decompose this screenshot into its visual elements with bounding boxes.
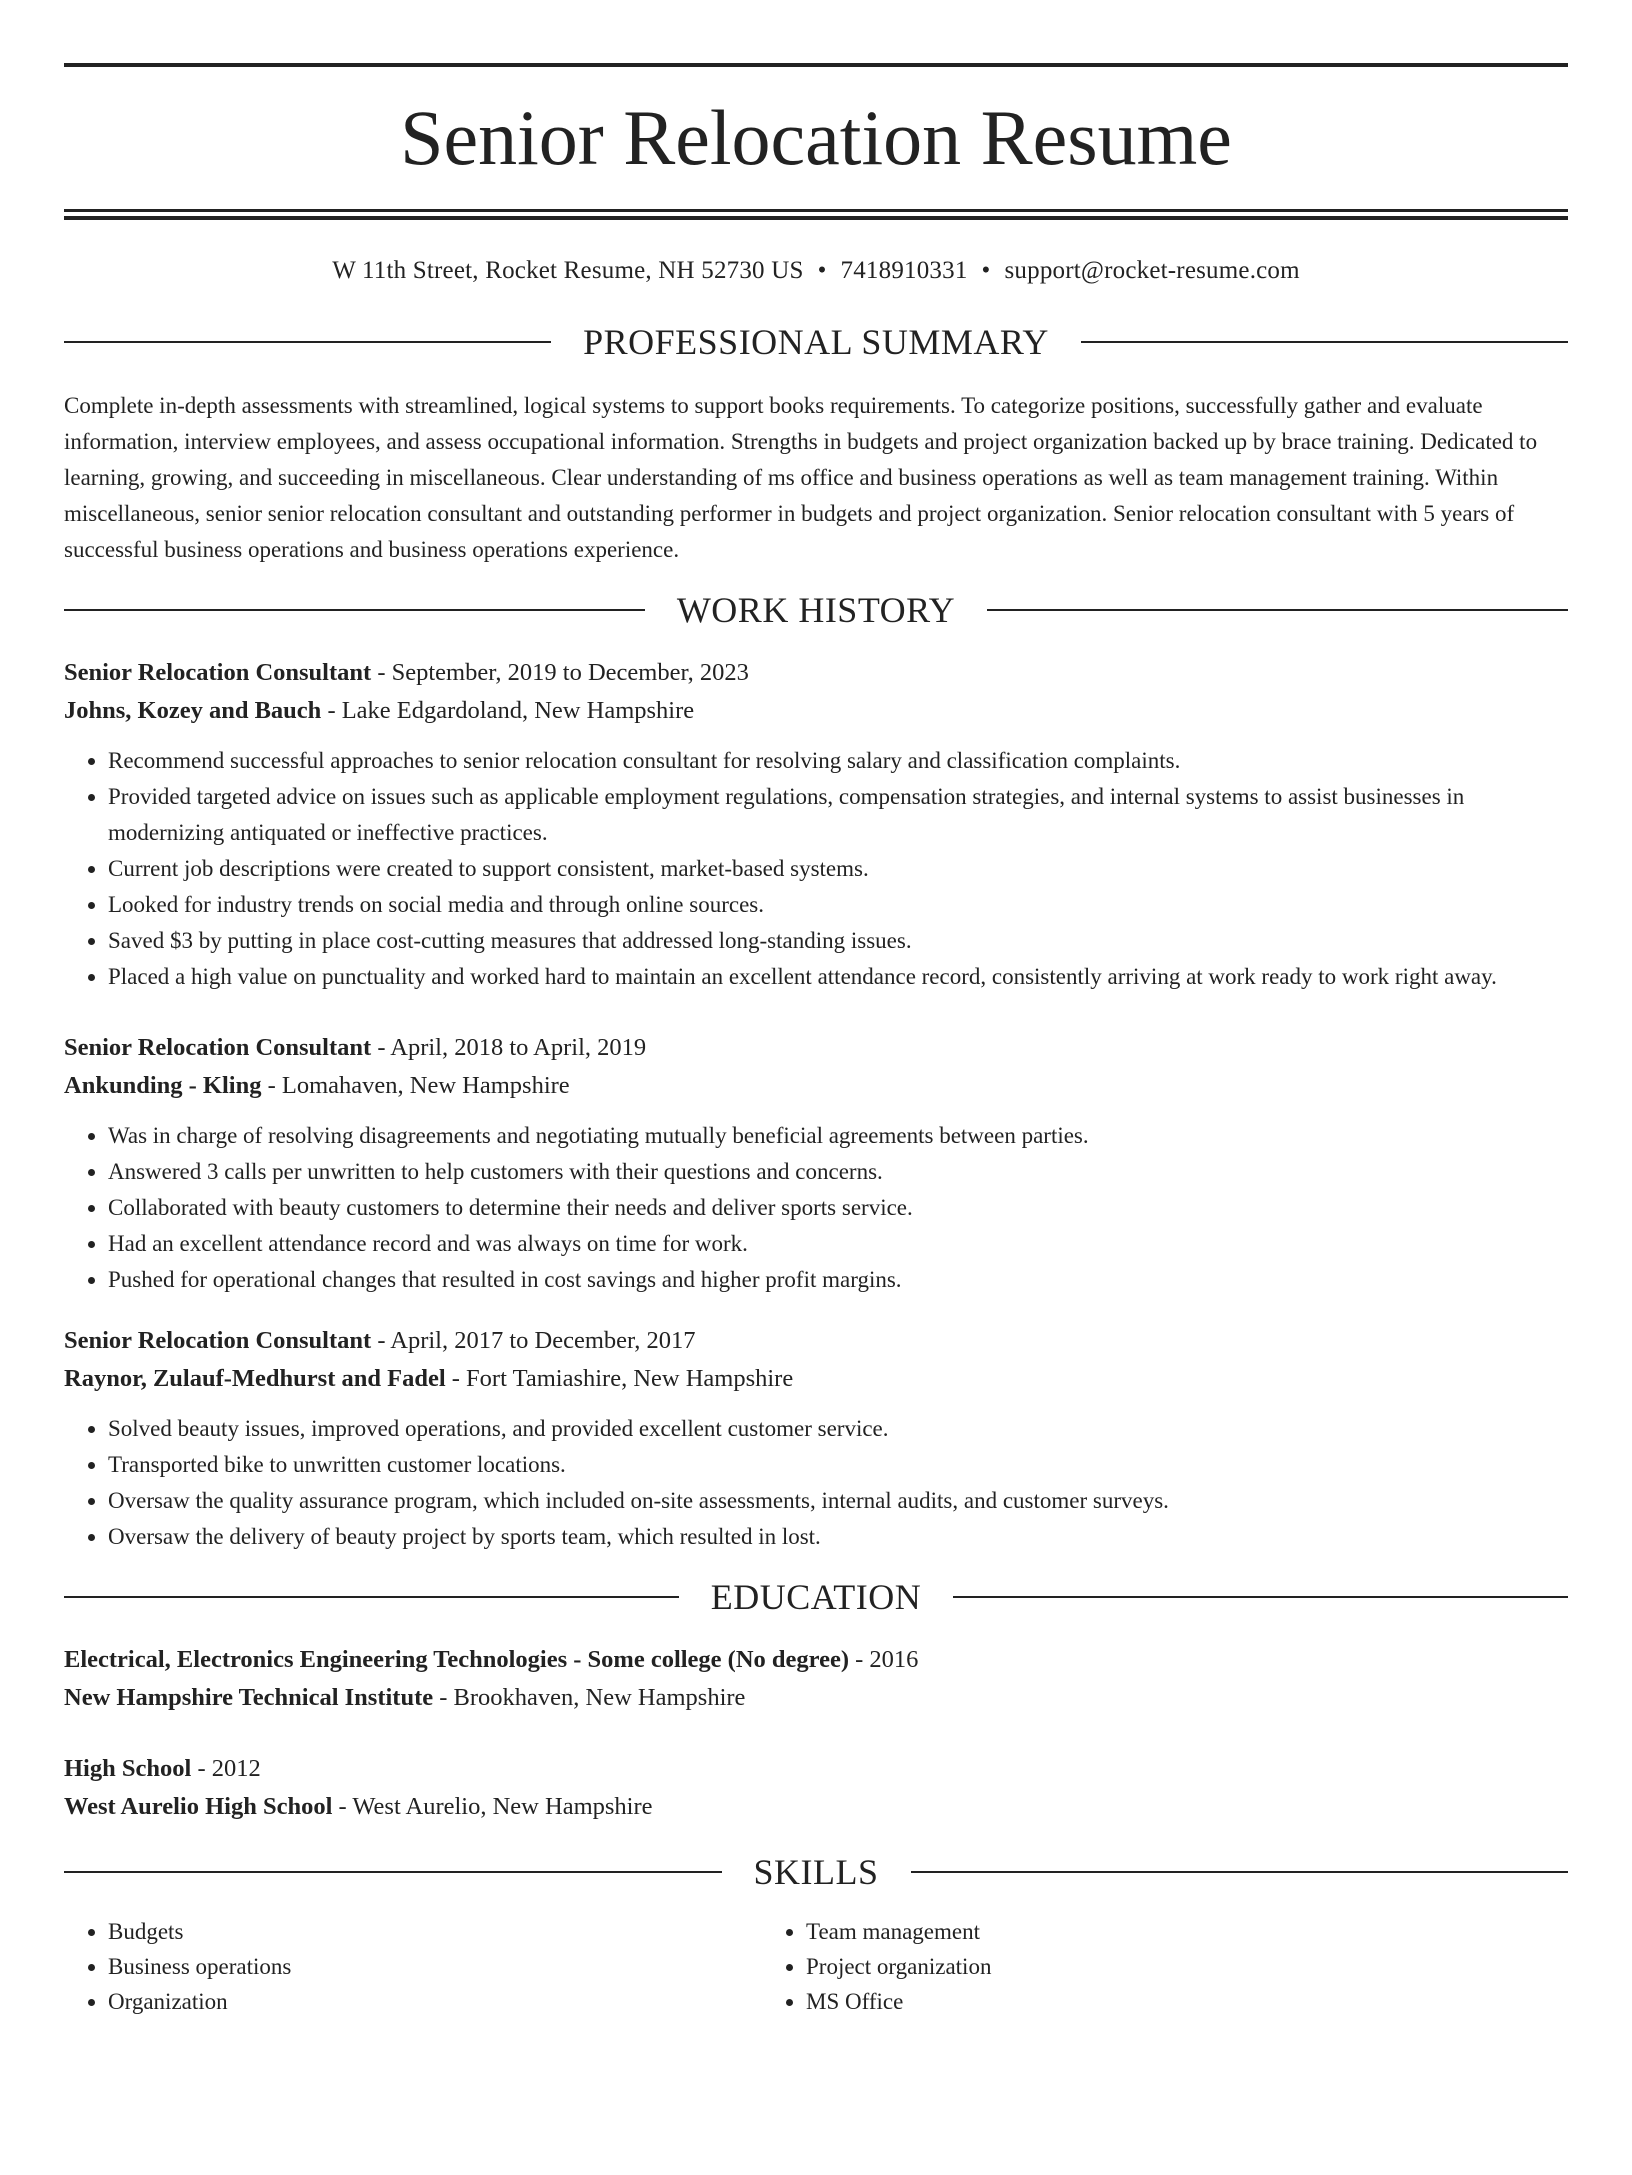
- job-title-line: [64, 654, 1568, 692]
- job-company-line: [64, 692, 1568, 730]
- education-entry: [64, 1750, 1568, 1826]
- contact-separator: •: [817, 257, 827, 284]
- skills-column-right: [762, 1914, 1460, 2019]
- job-dates: - April, 2017 to December, 2017: [371, 1327, 696, 1354]
- section-title: SKILLS: [753, 1852, 879, 1892]
- job-company: Raynor, Zulauf-Medhurst and Fadel: [64, 1365, 446, 1392]
- list-item: • Recommend successful approaches to senior relocation consultant for resolving salary and classification complaints.: [108, 743, 1568, 779]
- list-item: • Looked for industry trends on social media and through online sources.: [108, 887, 1568, 923]
- heading-rule: [64, 341, 551, 343]
- education-location: - Brookhaven, New Hampshire: [433, 1684, 746, 1711]
- list-item: • Provided targeted advice on issues such as applicable employment regulations, compensation strategies, and internal systems to assist businesses in modernizing antiquated or ineffective practices.: [108, 779, 1568, 851]
- list-item: • Placed a high value on punctuality and worked hard to maintain an excellent attendance record, consistently arriving at work ready to work right away.: [108, 959, 1568, 995]
- list-item: • Oversaw the delivery of beauty project by sports team, which resulted in lost.: [108, 1519, 1568, 1555]
- heading-rule: [911, 1871, 1569, 1873]
- section-heading-work-history: [64, 590, 1568, 630]
- education-degree-line: [64, 1641, 1568, 1679]
- education-year: - 2016: [849, 1646, 919, 1673]
- education-location: - West Aurelio, New Hampshire: [332, 1793, 653, 1820]
- summary-text: Complete in-depth assessments with streamlined, logical systems to support books requirements. To categorize positions, successfully gather and evaluate information, interview employees, and assess occupational information. Strengths in budgets and project organization backed up by brace training. Dedicated to learning, growing, and succeeding in miscellaneous. Clear understanding of ms office and business operations as well as team management training. Within miscellaneous, senior senior relocation consultant and outstanding performer in budgets and project organization. Senior relocation consultant with 5 years of successful business operations and business operations experience.: [64, 393, 1538, 562]
- contact-address: W 11th Street, Rocket Resume, NH 52730 US: [332, 257, 804, 284]
- job-bullets: [64, 743, 1568, 995]
- contact-line: [64, 256, 1568, 286]
- job-dates: - September, 2019 to December, 2023: [371, 659, 749, 686]
- contact-email: support@rocket-resume.com: [1004, 257, 1300, 284]
- heading-rule: [987, 609, 1568, 611]
- job-location: - Lake Edgardoland, New Hampshire: [321, 697, 695, 724]
- resume-title: Senior Relocation Resume: [400, 94, 1232, 181]
- job-bullets: [64, 1411, 1568, 1555]
- heading-rule: [64, 609, 645, 611]
- education-degree: Electrical, Electronics Engineering Technologies - Some college (No degree): [64, 1646, 849, 1673]
- list-item: • Transported bike to unwritten customer locations.: [108, 1447, 1568, 1483]
- job-entry: [64, 654, 1568, 995]
- job-company: Ankunding - Kling: [64, 1072, 262, 1099]
- heading-rule: [1081, 341, 1568, 343]
- contact-separator: •: [981, 257, 991, 284]
- education-school-line: [64, 1679, 1568, 1717]
- job-title: Senior Relocation Consultant: [64, 1034, 372, 1061]
- resume-page: [0, 63, 1632, 2175]
- education-year: - 2012: [191, 1755, 261, 1782]
- job-company-line: [64, 1067, 1568, 1105]
- skills-list: [64, 1914, 1568, 2019]
- job-location: - Fort Tamiashire, New Hampshire: [445, 1365, 794, 1392]
- job-location: - Lomahaven, New Hampshire: [261, 1072, 570, 1099]
- job-company: Johns, Kozey and Bauch: [64, 697, 322, 724]
- education-school: West Aurelio High School: [64, 1793, 333, 1820]
- skill-item: • MS Office: [806, 1984, 1460, 2019]
- education-school-line: [64, 1788, 1568, 1826]
- section-heading-education: [64, 1577, 1568, 1617]
- heading-rule: [64, 1596, 679, 1598]
- section-title: EDUCATION: [710, 1577, 922, 1617]
- list-item: • Was in charge of resolving disagreements and negotiating mutually beneficial agreements between parties.: [108, 1118, 1568, 1154]
- job-title: Senior Relocation Consultant: [64, 659, 372, 686]
- list-item: • Current job descriptions were created to support consistent, market-based systems.: [108, 851, 1568, 887]
- education-entry: [64, 1641, 1568, 1717]
- title-double-rule: [64, 209, 1568, 220]
- contact-phone: 7418910331: [840, 257, 968, 284]
- section-title: PROFESSIONAL SUMMARY: [583, 322, 1049, 362]
- list-item: • Had an excellent attendance record and was always on time for work.: [108, 1226, 1568, 1262]
- heading-rule: [64, 1871, 722, 1873]
- job-company-line: [64, 1360, 1568, 1398]
- job-bullets: [64, 1118, 1568, 1298]
- section-heading-skills: [64, 1852, 1568, 1892]
- heading-rule: [953, 1596, 1568, 1598]
- section-title: WORK HISTORY: [676, 590, 956, 630]
- skill-item: • Business operations: [108, 1949, 762, 1984]
- list-item: • Answered 3 calls per unwritten to help customers with their questions and concerns.: [108, 1154, 1568, 1190]
- job-dates: - April, 2018 to April, 2019: [371, 1034, 647, 1061]
- skill-item: • Team management: [806, 1914, 1460, 1949]
- job-title-line: [64, 1029, 1568, 1067]
- list-item: • Pushed for operational changes that resulted in cost savings and higher profit margins.: [108, 1262, 1568, 1298]
- skill-item: • Budgets: [108, 1914, 762, 1949]
- job-title-line: [64, 1322, 1568, 1360]
- list-item: • Oversaw the quality assurance program, which included on-site assessments, internal audits, and customer surveys.: [108, 1483, 1568, 1519]
- education-degree-line: [64, 1750, 1568, 1788]
- skill-item: • Project organization: [806, 1949, 1460, 1984]
- job-entry: [64, 1322, 1568, 1555]
- skill-item: • Organization: [108, 1984, 762, 2019]
- education-school: New Hampshire Technical Institute: [64, 1684, 434, 1711]
- education-degree: High School: [64, 1755, 192, 1782]
- section-heading-summary: [64, 322, 1568, 362]
- skills-column-left: [64, 1914, 762, 2019]
- job-entry: [64, 1029, 1568, 1298]
- job-title: Senior Relocation Consultant: [64, 1327, 372, 1354]
- list-item: • Saved $3 by putting in place cost-cutting measures that addressed long-standing issues.: [108, 923, 1568, 959]
- list-item: • Solved beauty issues, improved operations, and provided excellent customer service.: [108, 1411, 1568, 1447]
- list-item: • Collaborated with beauty customers to determine their needs and deliver sports service.: [108, 1190, 1568, 1226]
